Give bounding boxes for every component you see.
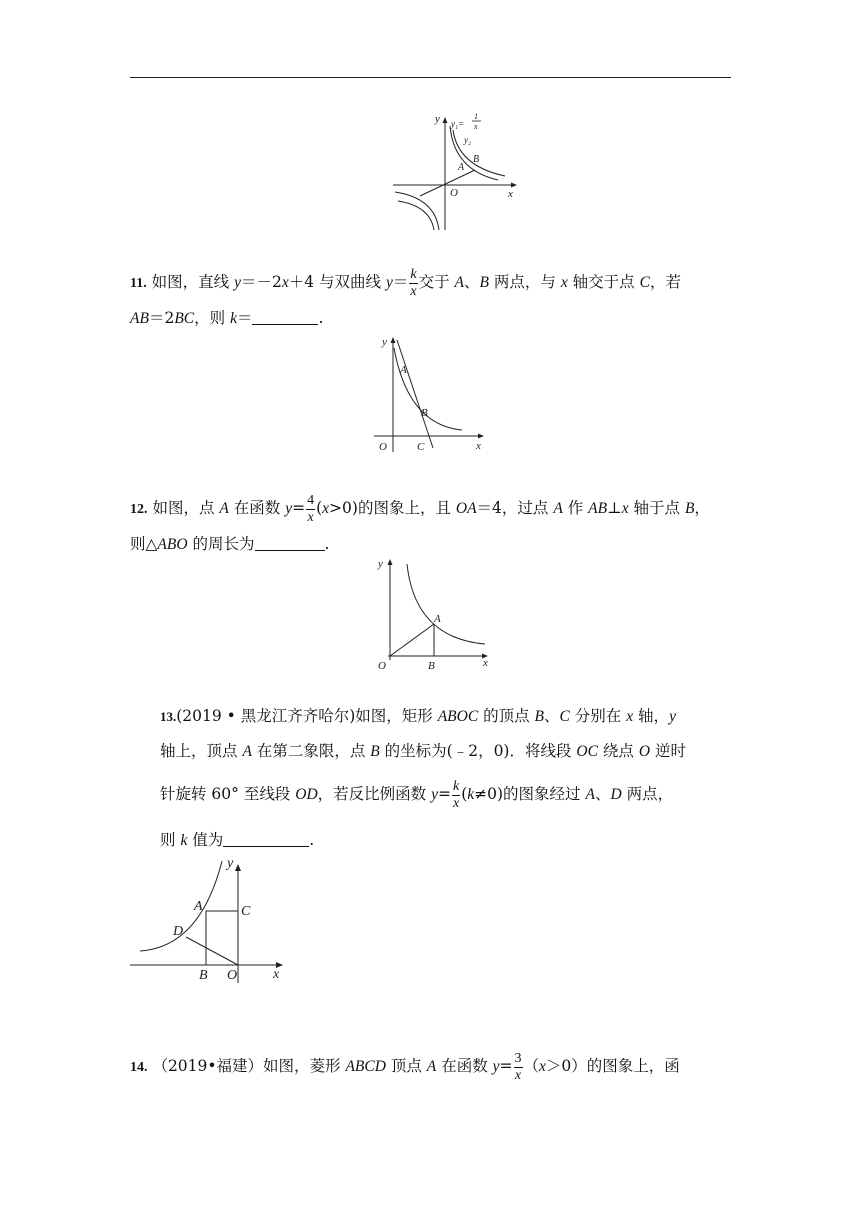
line-oa bbox=[420, 170, 475, 196]
var: B bbox=[684, 500, 695, 517]
problem-13-line2 bbox=[160, 733, 686, 770]
text: 的顶点 bbox=[478, 707, 535, 725]
text: 轴， bbox=[633, 707, 670, 725]
fraction-k-over-x bbox=[452, 780, 460, 811]
denominator: x bbox=[410, 283, 417, 299]
text: 两点， bbox=[621, 785, 674, 803]
denominator: x bbox=[452, 795, 460, 811]
numerator: 3 bbox=[514, 1050, 522, 1066]
text: 逆时 bbox=[650, 742, 686, 760]
label-point-b: B bbox=[428, 660, 435, 672]
text: ≠0)的图象经过 bbox=[474, 785, 586, 803]
text: 顶点 bbox=[385, 1057, 427, 1075]
text: ＝2 bbox=[148, 309, 175, 327]
var: A bbox=[242, 743, 252, 760]
problem-number: 13. bbox=[160, 709, 177, 724]
var: ABOC bbox=[437, 708, 479, 725]
figure-problem-13 bbox=[128, 855, 298, 985]
hyperbola bbox=[407, 564, 485, 644]
var: y bbox=[492, 1058, 500, 1075]
text: 轴交于点 bbox=[567, 273, 640, 291]
figure-top-hyperbolas bbox=[390, 108, 530, 233]
numerator: k bbox=[410, 266, 417, 282]
text: . bbox=[318, 309, 324, 327]
denominator: x bbox=[514, 1067, 522, 1083]
x-axis-arrow bbox=[478, 434, 484, 439]
var: x bbox=[322, 500, 330, 517]
fraction-k-over-x bbox=[409, 268, 417, 299]
text: 轴上，顶点 bbox=[160, 742, 243, 760]
problem-14-line1 bbox=[130, 1048, 680, 1086]
text: 、 bbox=[594, 785, 611, 803]
problem-number: 11. bbox=[130, 276, 147, 291]
label-point-b: B bbox=[421, 407, 428, 419]
text: 、 bbox=[464, 273, 480, 291]
var: x bbox=[621, 500, 629, 517]
text: ＝ bbox=[392, 273, 409, 291]
text: 如图，点 bbox=[152, 499, 220, 517]
problem-12-line1 bbox=[130, 490, 710, 528]
var: D bbox=[610, 786, 622, 803]
text: 值为 bbox=[187, 831, 224, 849]
text: ( bbox=[316, 499, 323, 517]
line-y-eq bbox=[397, 340, 433, 448]
label-x-axis: x bbox=[483, 657, 488, 669]
label-x-axis: x bbox=[273, 967, 280, 982]
var: k bbox=[180, 832, 188, 849]
label-point-c: C bbox=[241, 904, 251, 919]
text: 在函数 bbox=[228, 499, 286, 517]
text: 、 bbox=[544, 707, 560, 725]
text: = bbox=[437, 785, 451, 803]
var: A bbox=[585, 786, 595, 803]
text: 的坐标为(﹣2，0)．将线段 bbox=[379, 742, 577, 760]
var: B bbox=[370, 743, 380, 760]
label-y-axis: y bbox=[227, 856, 234, 871]
var: AB bbox=[588, 500, 608, 517]
text: 在函数 bbox=[436, 1057, 493, 1075]
label-point-b: B bbox=[473, 154, 480, 165]
text: ＝4，过点 bbox=[476, 499, 554, 517]
problem-11-line2 bbox=[130, 300, 323, 337]
var: B bbox=[479, 274, 489, 291]
var: y bbox=[234, 274, 241, 291]
var: OC bbox=[576, 743, 598, 760]
var: A bbox=[454, 274, 465, 291]
label-y-axis: y bbox=[382, 336, 387, 348]
figure-problem-11 bbox=[370, 330, 490, 455]
label-y-axis: y bbox=[378, 558, 383, 570]
text: 作 bbox=[562, 499, 589, 517]
var: OA bbox=[455, 500, 477, 517]
label-point-a: A bbox=[194, 899, 203, 914]
text: (2019 • 黑龙江齐齐哈尔)如图，矩形 bbox=[176, 707, 438, 725]
text: ，若 bbox=[649, 273, 681, 291]
var: BC bbox=[174, 310, 195, 327]
label-origin: O bbox=[379, 441, 387, 453]
var: k bbox=[467, 786, 475, 803]
var: C bbox=[639, 274, 650, 291]
text: ，若反比例函数 bbox=[317, 785, 432, 803]
label-y-axis: y bbox=[435, 113, 440, 125]
label-point-a: A bbox=[458, 162, 465, 173]
text: （2019•福建）如图，菱形 bbox=[152, 1057, 346, 1075]
segment-od bbox=[186, 937, 238, 965]
label-y1: y₁= bbox=[451, 119, 465, 129]
var: OD bbox=[295, 786, 318, 803]
var: y bbox=[285, 500, 293, 517]
text: ＞0）的图象上，函 bbox=[545, 1057, 680, 1075]
var: x bbox=[539, 1058, 546, 1075]
var: y bbox=[669, 708, 676, 725]
label-point-c: C bbox=[417, 441, 425, 453]
var: C bbox=[559, 708, 570, 725]
label-y2: y₂ bbox=[464, 135, 472, 145]
label-origin: O bbox=[378, 660, 386, 672]
y-axis-arrow bbox=[388, 559, 393, 565]
answer-blank[interactable] bbox=[223, 830, 309, 847]
var: ABCD bbox=[345, 1058, 386, 1075]
fraction-3-over-x bbox=[514, 1052, 523, 1083]
problem-13-line4 bbox=[160, 822, 314, 859]
var: y bbox=[431, 786, 438, 803]
label-x-axis: x bbox=[508, 188, 513, 200]
label-origin: O bbox=[450, 187, 458, 199]
problem-number: 12. bbox=[130, 502, 148, 517]
text: = bbox=[292, 499, 306, 517]
label-origin: O bbox=[227, 968, 238, 983]
problem-13-line3 bbox=[160, 776, 673, 813]
var: x bbox=[281, 274, 289, 291]
fraction-4-over-x bbox=[306, 494, 315, 525]
var: AB bbox=[130, 310, 149, 327]
numerator: k bbox=[452, 778, 460, 794]
label-y1-frac-num: 1 bbox=[474, 112, 478, 121]
text: （ bbox=[523, 1057, 540, 1075]
text: 交于 bbox=[418, 273, 455, 291]
var: x bbox=[626, 708, 634, 725]
var: A bbox=[219, 500, 229, 517]
text: 轴于点 bbox=[628, 499, 685, 517]
label-x-axis: x bbox=[476, 440, 481, 452]
text: ＝ bbox=[236, 309, 253, 327]
text: 在第二象限，点 bbox=[251, 742, 371, 760]
segment-oa bbox=[390, 624, 434, 656]
var: k bbox=[230, 310, 237, 327]
problem-number: 14. bbox=[130, 1060, 148, 1075]
text: = bbox=[499, 1057, 513, 1075]
problem-11-line1 bbox=[130, 264, 681, 302]
label-point-d: D bbox=[173, 924, 184, 939]
var: A bbox=[553, 500, 563, 517]
var: B bbox=[534, 708, 545, 725]
text: ＋4 与双曲线 bbox=[288, 273, 386, 291]
y-axis-arrow bbox=[443, 117, 448, 123]
curve-y2-branch3 bbox=[398, 201, 434, 230]
label-y1-frac-den: x bbox=[474, 122, 478, 131]
x-axis-arrow bbox=[511, 183, 517, 188]
text: 两点，与 bbox=[489, 273, 561, 291]
text: 针旋转 60° 至线段 bbox=[160, 785, 296, 803]
text: ，则 bbox=[194, 309, 231, 327]
text: ( bbox=[461, 785, 468, 803]
numerator: 4 bbox=[307, 492, 315, 508]
label-point-a: A bbox=[434, 613, 441, 625]
var: O bbox=[638, 743, 651, 760]
figure-problem-12 bbox=[370, 552, 495, 672]
text: 绕点 bbox=[597, 742, 639, 760]
text: ＝－2 bbox=[241, 273, 282, 291]
var: A bbox=[426, 1058, 437, 1075]
answer-blank[interactable] bbox=[252, 308, 318, 325]
var: y bbox=[385, 274, 393, 291]
answer-blank[interactable] bbox=[255, 534, 325, 551]
text: . bbox=[309, 831, 315, 849]
label-point-a: A bbox=[400, 364, 407, 376]
text: 的周长为 bbox=[187, 535, 255, 553]
y-axis-arrow bbox=[235, 864, 241, 871]
text: 如图，直线 bbox=[151, 273, 235, 291]
text: ， bbox=[694, 499, 710, 517]
text: 则 bbox=[160, 831, 181, 849]
label-point-b: B bbox=[199, 968, 208, 983]
text: . bbox=[324, 535, 330, 553]
text: >0)的图象上，且 bbox=[329, 499, 456, 517]
var: ABO bbox=[157, 536, 188, 553]
text: ⊥ bbox=[607, 499, 622, 517]
denominator: x bbox=[307, 509, 314, 525]
var: x bbox=[560, 274, 568, 291]
y-axis-arrow bbox=[391, 337, 396, 343]
problem-12-line2 bbox=[130, 526, 329, 563]
text: 则△ bbox=[130, 535, 158, 553]
text: 分别在 bbox=[569, 707, 627, 725]
problem-13-line1 bbox=[160, 698, 676, 735]
header-rule bbox=[130, 77, 731, 78]
